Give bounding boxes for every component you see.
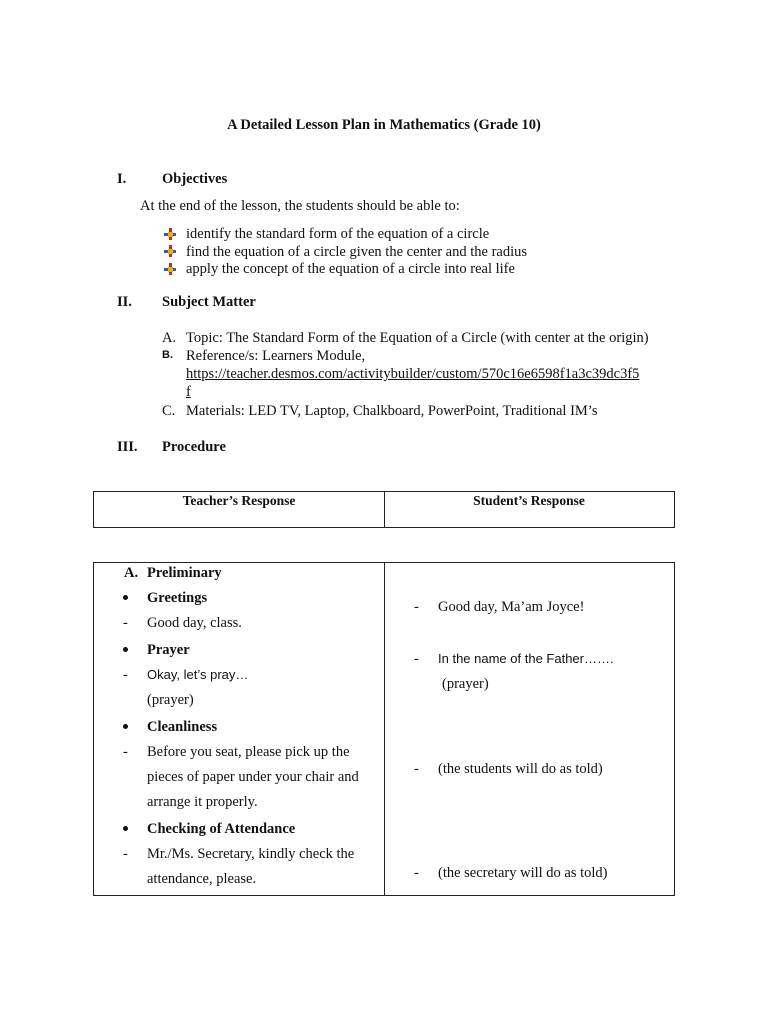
preliminary-title: Preliminary [147, 565, 222, 581]
section-heading-objectives: Objectives [162, 171, 228, 187]
greetings-student: Good day, Ma’am Joyce! [438, 599, 585, 615]
procedure-header-table [93, 491, 675, 528]
dash: - [414, 761, 419, 777]
bullet-dot [123, 826, 128, 831]
attendance-teacher-line: attendance, please. [147, 871, 257, 887]
prayer-teacher: Okay, let’s pray… [147, 667, 249, 682]
bullet-dot [123, 595, 128, 600]
attendance-student: (the secretary will do as told) [438, 865, 608, 881]
cleanliness-teacher-line: pieces of paper under your chair and [147, 769, 359, 785]
reference-link-continued[interactable]: f [186, 384, 191, 400]
greetings-teacher: Good day, class. [147, 615, 242, 631]
greetings-title: Greetings [147, 590, 208, 606]
objectives-intro: At the end of the lesson, the students should be able to: [140, 198, 460, 214]
dash: - [123, 667, 128, 683]
bullet-dot [123, 724, 128, 729]
procedure-body-table [93, 562, 675, 896]
topic-text: Topic: The Standard Form of the Equation of a Circle (with center at the origin) [186, 330, 649, 346]
section-number-objectives: I. [117, 171, 127, 187]
dash: - [123, 744, 128, 760]
header-student-response: Student’s Response [473, 493, 585, 508]
section-heading-procedure: Procedure [162, 439, 226, 455]
reference-link[interactable]: https://teacher.desmos.com/activitybuilder/custom/570c16e6598f1a3c39dc3f5 [186, 366, 640, 382]
prayer-title: Prayer [147, 642, 190, 658]
arrow-bullet-icon [164, 245, 176, 257]
prayer-student-note: (prayer) [442, 676, 489, 692]
header-teacher-response: Teacher’s Response [182, 493, 296, 508]
arrow-bullet-icon [164, 228, 176, 240]
cleanliness-teacher-line: arrange it properly. [147, 794, 258, 810]
topic-marker: A. [162, 330, 177, 346]
reference-text: Reference/s: Learners Module, [186, 348, 366, 364]
dash: - [414, 599, 419, 615]
section-number-procedure: III. [117, 439, 138, 455]
preliminary-marker: A. [124, 565, 139, 581]
reference-marker: B. [162, 349, 173, 361]
dash: - [414, 865, 419, 881]
prayer-student: In the name of the Father……. [438, 651, 614, 666]
dash: - [414, 651, 419, 667]
attendance-title: Checking of Attendance [147, 821, 296, 837]
objective-item: identify the standard form of the equation of a circle [186, 226, 490, 242]
cleanliness-student: (the students will do as told) [438, 761, 603, 777]
document-title: A Detailed Lesson Plan in Mathematics (Grade 10) [227, 117, 541, 133]
cleanliness-title: Cleanliness [147, 719, 218, 735]
section-number-subject-matter: II. [117, 294, 132, 310]
attendance-teacher-line: Mr./Ms. Secretary, kindly check the [147, 846, 355, 862]
cleanliness-teacher-line: Before you seat, please pick up the [147, 744, 350, 760]
objective-item: find the equation of a circle given the center and the radius [186, 244, 528, 260]
prayer-teacher-note: (prayer) [147, 692, 194, 708]
dash: - [123, 615, 128, 631]
bullet-dot [123, 647, 128, 652]
materials-marker: C. [162, 403, 176, 419]
dash: - [123, 846, 128, 862]
arrow-bullet-icon [164, 263, 176, 275]
materials-text: Materials: LED TV, Laptop, Chalkboard, PowerPoint, Traditional IM’s [186, 403, 598, 419]
objective-item: apply the concept of the equation of a circle into real life [186, 261, 515, 277]
column-divider [384, 563, 385, 895]
section-heading-subject-matter: Subject Matter [162, 294, 256, 310]
